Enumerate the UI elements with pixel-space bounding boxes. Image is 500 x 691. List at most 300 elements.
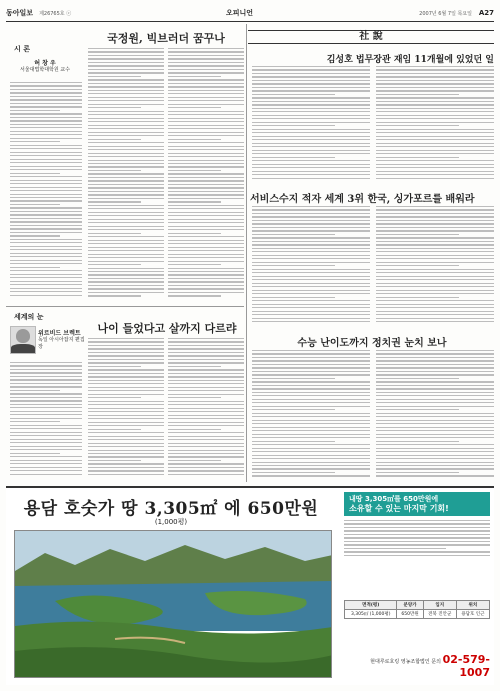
editorial2-col1 <box>252 206 370 328</box>
text-line <box>168 397 221 398</box>
text-line <box>252 171 370 172</box>
ad-table-cell: 650만원 <box>397 610 423 619</box>
text-line <box>252 465 370 466</box>
text-line <box>88 411 164 412</box>
text-line <box>88 397 141 398</box>
world-col1 <box>10 362 82 480</box>
text-line <box>10 390 60 391</box>
text-line <box>252 87 370 88</box>
text-line <box>10 82 82 83</box>
text-line <box>376 97 494 98</box>
text-line <box>252 244 370 245</box>
text-line <box>10 288 82 289</box>
text-line <box>168 114 244 115</box>
text-line <box>376 364 494 365</box>
text-line <box>88 250 164 251</box>
text-line <box>252 381 370 382</box>
text-line <box>168 274 244 275</box>
ad-phone[interactable]: 02-579-1007 <box>442 653 490 679</box>
text-line <box>88 369 164 370</box>
text-line <box>252 371 370 372</box>
text-line <box>88 474 164 475</box>
text-line <box>376 213 494 214</box>
ad-phone-label: 문의 <box>431 659 441 665</box>
text-line <box>252 174 370 175</box>
land-advertisement[interactable] <box>6 486 494 685</box>
text-line <box>376 178 494 179</box>
text-line <box>88 229 164 230</box>
text-line <box>88 422 164 423</box>
text-line <box>10 277 82 278</box>
text-line <box>376 371 494 372</box>
text-line <box>10 274 82 275</box>
text-line <box>88 194 164 195</box>
text-line <box>252 234 335 235</box>
text-line <box>10 228 82 229</box>
text-line <box>10 260 82 261</box>
text-line <box>376 104 494 105</box>
text-line <box>168 118 244 119</box>
text-line <box>10 204 60 205</box>
text-line <box>88 415 164 416</box>
text-line <box>376 125 459 126</box>
text-line <box>252 353 370 354</box>
text-line <box>10 145 82 146</box>
text-line <box>376 416 494 417</box>
text-line <box>10 253 82 254</box>
text-line <box>344 537 490 538</box>
text-line <box>88 236 164 237</box>
text-line <box>88 104 164 105</box>
issue-number: 제26765호 ⓒ <box>39 10 72 17</box>
text-line <box>10 414 82 415</box>
text-line <box>376 279 494 280</box>
text-line <box>376 230 494 231</box>
text-line <box>88 348 164 349</box>
text-line <box>168 264 221 265</box>
text-line <box>10 379 82 380</box>
text-line <box>88 278 164 279</box>
text-line <box>168 292 244 293</box>
text-line <box>88 376 164 377</box>
text-line <box>88 240 164 241</box>
text-line <box>376 283 494 284</box>
text-line <box>10 372 82 373</box>
text-line <box>376 276 494 277</box>
ad-table-header: 위치 <box>456 601 489 610</box>
ad-info-panel <box>344 492 490 681</box>
ad-details-text <box>344 520 490 556</box>
text-line <box>10 113 82 114</box>
text-line <box>88 191 164 192</box>
text-line <box>168 355 244 356</box>
text-line <box>88 93 164 94</box>
text-line <box>88 146 164 147</box>
text-line <box>10 187 82 188</box>
text-line <box>376 227 494 228</box>
text-line <box>252 472 335 473</box>
text-line <box>10 376 82 377</box>
text-line <box>168 104 244 105</box>
text-line <box>252 444 370 445</box>
text-line <box>252 311 370 312</box>
text-line <box>88 135 164 136</box>
text-line <box>168 422 244 423</box>
text-line <box>252 293 370 294</box>
text-line <box>252 213 370 214</box>
text-line <box>252 90 370 91</box>
text-line <box>168 48 244 49</box>
text-line <box>344 548 446 549</box>
text-line <box>88 254 164 255</box>
text-line <box>88 390 164 391</box>
text-line <box>10 463 82 464</box>
text-line <box>88 215 164 216</box>
text-line <box>376 388 494 389</box>
text-line <box>252 76 370 77</box>
text-line <box>168 341 244 342</box>
text-line <box>168 268 244 269</box>
text-line <box>88 373 164 374</box>
text-line <box>10 270 82 271</box>
body-shape <box>11 344 35 353</box>
text-line <box>376 402 494 403</box>
ad-table-row <box>345 610 490 619</box>
text-line <box>88 177 164 178</box>
text-line <box>376 101 494 102</box>
text-line <box>376 448 494 449</box>
text-line <box>168 425 244 426</box>
text-line <box>10 214 82 215</box>
text-line <box>252 462 370 463</box>
text-line <box>168 177 244 178</box>
text-line <box>88 62 164 63</box>
text-line <box>252 307 370 308</box>
text-line <box>376 136 494 137</box>
text-line <box>376 167 494 168</box>
text-line <box>168 404 244 405</box>
siron-headline: 국정원, 빅브러더 꿈꾸나 <box>107 32 225 45</box>
text-line <box>344 551 490 552</box>
text-line <box>168 132 244 133</box>
page-number: A27 <box>478 9 494 17</box>
text-line <box>10 400 82 401</box>
ad-box-line2: 소유할 수 있는 마지막 기회! <box>349 504 449 513</box>
siron-col2 <box>88 48 164 300</box>
text-line <box>10 169 82 170</box>
text-line <box>168 97 244 98</box>
text-line <box>252 83 370 84</box>
text-line <box>10 432 82 433</box>
text-line <box>10 218 82 219</box>
page-header <box>6 6 494 20</box>
text-line <box>88 69 164 70</box>
text-line <box>168 163 244 164</box>
world-col3 <box>168 338 244 480</box>
text-line <box>252 125 335 126</box>
text-line <box>376 468 494 469</box>
text-line <box>88 107 141 108</box>
text-line <box>168 254 244 255</box>
text-line <box>168 139 221 140</box>
text-line <box>88 55 164 56</box>
text-line <box>168 338 244 339</box>
text-line <box>88 429 141 430</box>
text-line <box>252 321 370 322</box>
text-line <box>376 146 494 147</box>
text-line <box>10 411 82 412</box>
text-line <box>252 115 370 116</box>
text-line <box>168 212 244 213</box>
text-line <box>10 449 82 450</box>
text-line <box>376 437 494 438</box>
text-line <box>88 187 164 188</box>
text-line <box>10 246 82 247</box>
text-line <box>10 197 82 198</box>
text-line <box>252 402 370 403</box>
text-line <box>168 373 244 374</box>
text-line <box>168 408 244 409</box>
text-line <box>168 69 244 70</box>
lake-landscape-image <box>15 531 332 678</box>
text-line <box>344 523 490 524</box>
text-line <box>10 92 82 93</box>
text-line <box>10 176 82 177</box>
text-line <box>376 311 494 312</box>
text-line <box>168 271 244 272</box>
text-line <box>168 121 244 122</box>
text-line <box>88 271 164 272</box>
text-line <box>252 434 370 435</box>
text-line <box>88 264 141 265</box>
text-line <box>376 314 494 315</box>
text-line <box>10 281 82 282</box>
text-line <box>10 120 82 121</box>
text-line <box>168 387 244 388</box>
text-line <box>168 345 244 346</box>
text-line <box>376 318 494 319</box>
text-line <box>10 407 82 408</box>
text-line <box>168 194 244 195</box>
text-line <box>376 223 494 224</box>
text-line <box>168 135 244 136</box>
text-line <box>376 304 494 305</box>
text-line <box>252 206 370 207</box>
text-line <box>252 420 370 421</box>
columnist-photo <box>10 326 36 354</box>
text-line <box>88 163 164 164</box>
text-line <box>252 437 370 438</box>
text-line <box>168 219 244 220</box>
text-line <box>168 390 244 391</box>
text-line <box>88 76 141 77</box>
ad-company: 현대루로호링 영농조합법인 <box>370 659 430 665</box>
text-line <box>10 470 82 471</box>
text-line <box>376 353 494 354</box>
editorial3-col2 <box>376 350 494 480</box>
text-line <box>168 446 244 447</box>
text-line <box>168 173 244 174</box>
text-line <box>344 541 490 542</box>
text-line <box>168 467 244 468</box>
text-line <box>376 475 494 476</box>
text-line <box>10 162 82 163</box>
text-line <box>168 156 244 157</box>
text-line <box>10 180 82 181</box>
ad-box-line1: 내땅 3,305㎡를 650만원에 <box>349 495 439 503</box>
text-line <box>376 94 459 95</box>
text-line <box>344 520 490 521</box>
text-line <box>88 456 164 457</box>
text-line <box>88 292 164 293</box>
text-line <box>10 467 82 468</box>
text-line <box>88 97 164 98</box>
text-line <box>168 83 244 84</box>
text-line <box>376 455 494 456</box>
text-line <box>10 249 82 250</box>
text-line <box>88 153 164 154</box>
text-line <box>10 134 82 135</box>
text-line <box>252 409 335 410</box>
text-line <box>252 290 370 291</box>
text-line <box>10 159 82 160</box>
text-line <box>88 132 164 133</box>
text-line <box>10 190 82 191</box>
text-line <box>376 251 494 252</box>
text-line <box>10 152 82 153</box>
text-line <box>88 72 164 73</box>
text-line <box>10 96 82 97</box>
text-line <box>376 458 494 459</box>
text-line <box>376 90 494 91</box>
text-line <box>168 376 244 377</box>
ad-table-cell: 3,305㎡ (1,000평) <box>345 610 397 619</box>
text-line <box>88 173 164 174</box>
text-line <box>10 110 60 111</box>
masthead: 동아일보 <box>6 9 34 17</box>
text-line <box>252 136 370 137</box>
text-line <box>88 295 141 296</box>
text-line <box>10 232 82 233</box>
text-line <box>376 83 494 84</box>
text-line <box>168 180 244 181</box>
text-line <box>88 418 164 419</box>
text-line <box>10 242 82 243</box>
text-line <box>376 378 459 379</box>
text-line <box>376 66 494 67</box>
text-line <box>88 404 164 405</box>
text-line <box>252 297 335 298</box>
text-line <box>376 265 459 266</box>
text-line <box>376 300 494 301</box>
text-line <box>168 394 244 395</box>
text-line <box>252 248 370 249</box>
text-line <box>10 291 82 292</box>
text-line <box>252 279 370 280</box>
text-line <box>376 444 494 445</box>
text-line <box>252 304 370 305</box>
text-line <box>252 276 370 277</box>
world-byline <box>38 330 88 351</box>
text-line <box>252 286 370 287</box>
ad-table-header: 분양가 <box>397 601 423 610</box>
text-line <box>252 160 370 161</box>
text-line <box>168 418 244 419</box>
siron-author-title: 서울대법학대학원 교수 <box>20 67 70 73</box>
text-line <box>168 429 221 430</box>
text-line <box>168 226 244 227</box>
text-line <box>252 101 370 102</box>
text-line <box>168 236 244 237</box>
issue-date: 2007년 6월 7일 목요일 <box>419 10 472 17</box>
text-line <box>252 73 370 74</box>
text-line <box>376 427 494 428</box>
text-line <box>88 394 164 395</box>
text-line <box>252 209 370 210</box>
siron-col3 <box>168 48 244 300</box>
text-line <box>376 111 494 112</box>
text-line <box>10 453 60 454</box>
text-line <box>168 55 244 56</box>
text-line <box>252 314 370 315</box>
siron-author-name: 허 창 우 <box>34 60 56 67</box>
text-line <box>168 198 244 199</box>
text-line <box>376 350 494 351</box>
text-line <box>168 76 221 77</box>
text-line <box>10 446 82 447</box>
text-line <box>376 307 494 308</box>
text-line <box>10 131 82 132</box>
text-line <box>10 383 82 384</box>
text-line <box>252 367 370 368</box>
text-line <box>168 439 244 440</box>
text-line <box>376 413 494 414</box>
editorial3-col1 <box>252 350 370 480</box>
text-line <box>168 222 244 223</box>
text-line <box>88 460 141 461</box>
text-line <box>252 251 370 252</box>
text-line <box>168 366 221 367</box>
text-line <box>252 220 370 221</box>
text-line <box>88 79 164 80</box>
text-line <box>344 534 490 535</box>
text-line <box>88 355 164 356</box>
editorial2-col2 <box>376 206 494 328</box>
text-line <box>252 66 370 67</box>
text-line <box>88 100 164 101</box>
text-line <box>376 374 494 375</box>
text-line <box>10 207 82 208</box>
text-line <box>88 149 164 150</box>
text-line <box>376 216 494 217</box>
text-line <box>168 415 244 416</box>
text-line <box>88 432 164 433</box>
text-line <box>344 555 490 556</box>
text-line <box>10 256 82 257</box>
text-line <box>168 247 244 248</box>
text-line <box>88 125 164 126</box>
text-line <box>168 278 244 279</box>
text-line <box>168 205 244 206</box>
text-line <box>88 86 164 87</box>
text-line <box>168 170 221 171</box>
text-line <box>376 160 494 161</box>
text-line <box>88 222 164 223</box>
text-line <box>88 383 164 384</box>
text-line <box>88 281 164 282</box>
text-line <box>168 281 244 282</box>
text-line <box>168 93 244 94</box>
